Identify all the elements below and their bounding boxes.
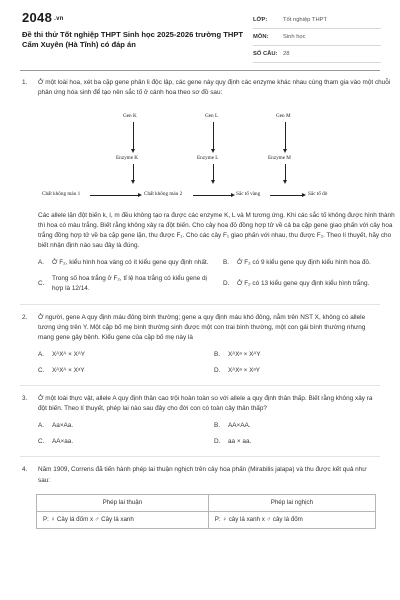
option-text: XᴬXᵃ × XᵃY	[228, 366, 260, 374]
table-row	[37, 511, 376, 528]
question-divider	[20, 304, 380, 305]
option-text: XᴬXᴬ × XᵃY	[52, 366, 85, 374]
site-logo[interactable]: 2048 .vn	[22, 10, 64, 25]
option-text: Ở F₂ có 13 kiểu gene quy định kiểu hình trắng.	[237, 280, 370, 288]
enzyme-m-label: Enzyme M	[268, 154, 291, 161]
option-a[interactable]: A. XᴬXᴬ × XᴬY	[38, 350, 204, 360]
arrow-head	[283, 180, 287, 184]
red-pigment-label: Sắc tố đỏ	[308, 190, 328, 197]
question-text: Ở người, gene A quy định máu đông bình thường; gene a quy định máu khó đông, nằm trên NST X, không có allele tương ứng trên Y. Một cặp bố mẹ bình thường sinh được một con trai bình thường, một con gái bình thường nhưng mang gene gây bệnh. Kiểu gene của cặp bố mẹ này là	[38, 313, 366, 342]
question-list	[20, 78, 395, 529]
gene-k-label: Gen K	[123, 112, 137, 119]
question-number: 1.	[22, 79, 28, 86]
pathway-diagram	[38, 103, 398, 203]
arrow-head	[211, 180, 215, 184]
info-value: Sinh học	[283, 34, 306, 40]
option-a[interactable]: A. Ở F₂, kiểu hình hoa vàng có ít kiểu gene quy định nhất.	[38, 258, 213, 268]
table-header-row	[37, 494, 376, 511]
arrow-head	[231, 193, 235, 197]
option-text: Ở F₂ có 9 kiểu gene quy định kiểu hình hoa đỏ.	[237, 258, 371, 266]
option-text: AA×AA.	[228, 421, 251, 429]
info-label: SỐ CÂU:	[253, 51, 278, 57]
option-b[interactable]: B. AA×AA.	[214, 421, 380, 431]
substrate-1-label: Chất không màu 1	[42, 190, 81, 197]
info-row-class	[253, 12, 381, 29]
question-3	[20, 394, 380, 447]
arrow-head	[131, 180, 135, 184]
question-divider	[20, 385, 380, 386]
table-cell: P: ♀ cây lá xanh x ♂ cây lá đốm	[208, 511, 375, 528]
option-text: Ở F₂, kiểu hình hoa vàng có ít kiểu gene quy định nhất.	[52, 258, 209, 266]
option-c[interactable]: C. Trong số hoa trắng ở F₂, tỉ lệ hoa trắng có kiểu gene dị hợp là 12/14.	[38, 274, 213, 295]
option-text: XᴬXᴬ × XᴬY	[52, 350, 86, 358]
enzyme-k-label: Enzyme K	[116, 154, 139, 161]
option-b[interactable]: B. Ở F₂ có 9 kiểu gene quy định kiểu hình hoa đỏ.	[223, 258, 398, 268]
question-divider	[20, 456, 380, 457]
question-number: 4.	[22, 466, 28, 474]
info-value: Tốt nghiệp THPT	[283, 17, 328, 23]
question-text: Ở một loài hoa, xét ba cặp gene phân li độc lập, các gene này quy định các enzyme khác nhau cùng tham gia vào một chuỗi phản ứng hóa sinh để tạo nên sắc tố ở cánh hoa theo sơ đồ sau:	[38, 79, 391, 97]
info-row-subject	[253, 29, 381, 46]
option-d[interactable]: D. aa × aa.	[214, 437, 380, 447]
option-text: Aa×Aa.	[52, 421, 74, 429]
question-text: Ở một loài thực vật, allele A quy định thân cao trội hoàn toàn so với allele a quy định thân thấp. Biết rằng không xảy ra đột biến. Theo lí thuyết, phép lai nào sau đây cho đời con có toàn cây thân thấp?	[38, 395, 373, 413]
option-a[interactable]: A. Aa×Aa.	[38, 421, 204, 431]
exam-title: Đề thi thử Tốt nghiệp THPT Sinh học 2025-2026 trường THPT Cẩm Xuyên (Hà Tĩnh) có đáp án	[22, 30, 244, 49]
arrow-head	[138, 193, 142, 197]
answer-options	[38, 421, 380, 448]
info-row-count	[253, 46, 381, 63]
info-label: LỚP:	[253, 17, 268, 23]
arrow-line	[285, 122, 286, 151]
answer-options	[38, 350, 380, 377]
arrow-line	[90, 195, 138, 196]
arrow-line	[270, 195, 302, 196]
answer-options	[38, 258, 398, 295]
arrow-line	[213, 122, 214, 151]
question-4	[20, 465, 380, 486]
table-cell: P: ♀ Cây lá đốm x ♂ Cây lá xanh	[37, 511, 209, 528]
arrow-head	[211, 149, 215, 153]
option-text: AA×aa.	[52, 438, 74, 446]
arrow-head	[131, 149, 135, 153]
substrate-2-label: Chất không màu 2	[144, 190, 183, 197]
table-header: Phép lai thuận	[37, 494, 209, 511]
arrow-line	[193, 195, 231, 196]
exam-info-panel	[253, 12, 381, 63]
arrow-head	[302, 193, 306, 197]
crosses-table	[36, 494, 376, 529]
table-header: Phép lai nghịch	[208, 494, 375, 511]
option-c[interactable]: C. XᴬXᴬ × XᵃY	[38, 366, 204, 376]
option-text: XᴬXᵃ × XᴬY	[228, 350, 261, 358]
option-b[interactable]: B. XᴬXᵃ × XᴬY	[214, 350, 380, 360]
gene-m-label: Gen M	[276, 112, 291, 119]
question-2	[20, 313, 380, 376]
question-text: Năm 1909, Correns đã tiến hành phép lai thuận nghịch trên cây hoa phấn (Mirabilis jalapa) và thu được kết quả như sau:	[38, 466, 367, 484]
arrow-head	[283, 149, 287, 153]
question-1	[20, 78, 395, 295]
option-d[interactable]: D. XᴬXᵃ × XᵃY	[214, 366, 380, 376]
info-label: MÔN:	[253, 34, 269, 40]
yellow-pigment-label: Sắc tố vàng	[236, 190, 261, 197]
arrow-line	[133, 122, 134, 151]
option-text: Trong số hoa trắng ở F₂, tỉ lệ hoa trắng có kiểu gene dị hợp là 12/14.	[52, 275, 207, 293]
option-d[interactable]: D. Ở F₂ có 13 kiểu gene quy định kiểu hình trắng.	[223, 274, 398, 295]
question-number: 3.	[22, 395, 28, 403]
option-c[interactable]: C. AA×aa.	[38, 437, 204, 447]
option-text: aa × aa.	[228, 438, 252, 446]
info-value: 28	[283, 51, 290, 57]
question-number: 2.	[22, 313, 28, 321]
page-header	[0, 0, 400, 68]
enzyme-l-label: Enzyme L	[197, 154, 219, 161]
header-divider	[20, 70, 380, 71]
gene-l-label: Gen L	[205, 112, 219, 119]
question-body: Các allele lặn đột biến k, l, m đều không tạo ra được các enzyme K, L và M tương ứng. Khi các sắc tố không được hình thành thì hoa có màu trắng. Biết rằng không xảy ra đột biến. Cho cây hoa đỏ đồng hợp tử về cả ba cặp gene giao phấn với cây hoa trắng đồng hợp tử về ba cặp gene lặn, thu được F₁. Cho các cây F₁ giao phấn với nhau, thu được F₂. Theo lí thuyết, hãy cho biết nhận định nào sau đây là đúng.	[38, 211, 395, 250]
